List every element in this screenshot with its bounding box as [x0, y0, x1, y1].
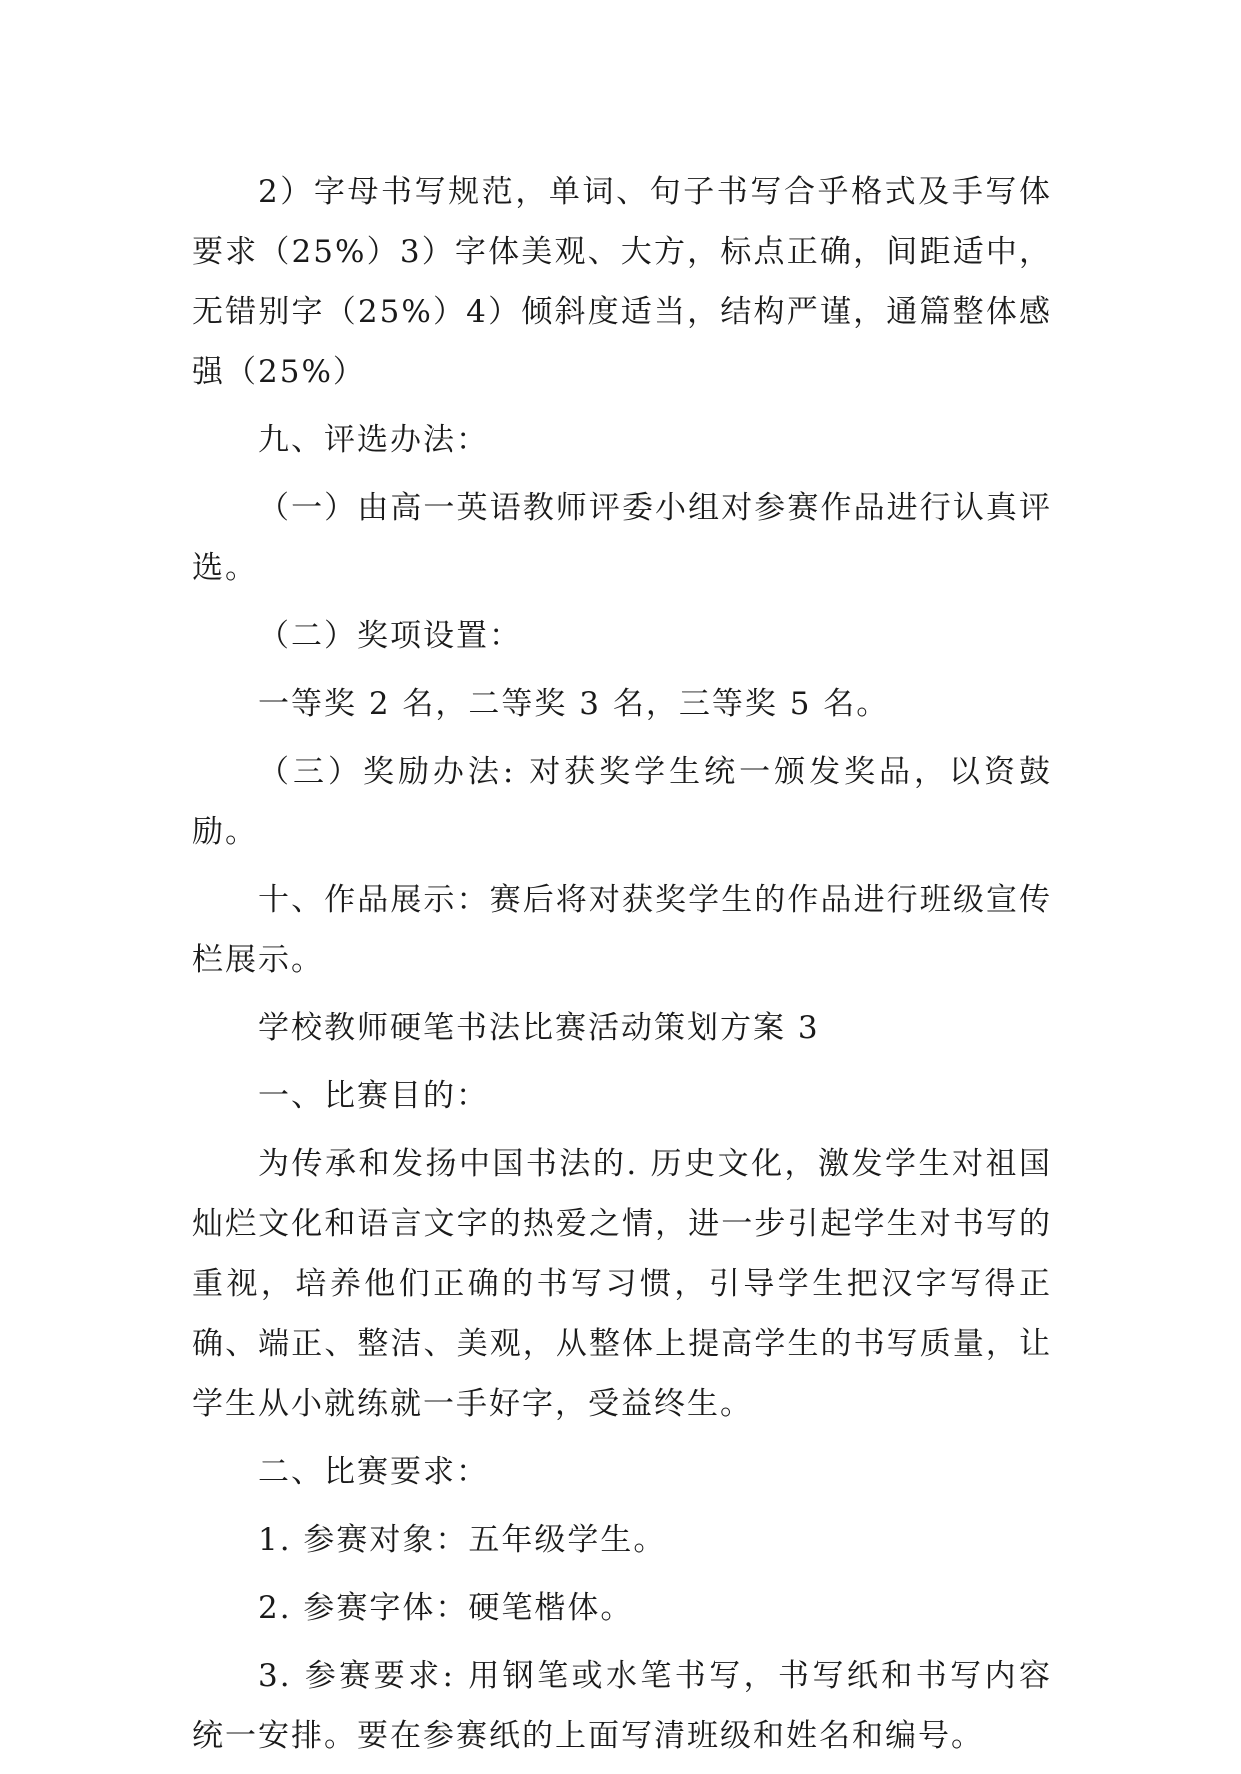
paragraph-purpose: 为传承和发扬中国书法的. 历史文化，激发学生对祖国灿烂文化和语言文字的热爱之情，进一步引起学生对书写的重视，培养他们正确的书写习惯，引导学生把汉字写得正确、端正、整洁、美观，从整体上提高学生的书写质量，让学生从小就练就一手好字，受益终生。 [192, 1146, 1052, 1422]
paragraph-judging: （一）由高一英语教师评委小组对参赛作品进行认真评选。 [192, 490, 1052, 586]
paragraph-font: 2. 参赛字体：硬笔楷体。 [258, 1590, 634, 1626]
paragraph-criteria: 2）字母书写规范，单词、句子书写合乎格式及手写体要求（25%）3）字体美观、大方，标点正确，间距适中，无错别字（25%）4）倾斜度适当，结构严谨，通篇整体感强（25%） [192, 174, 1052, 390]
heading-selection-method: 九、评选办法： [258, 422, 489, 458]
paragraph-award-counts: 一等奖 2 名，二等奖 3 名，三等奖 5 名。 [258, 686, 890, 722]
paragraph-entry-requirements: 3. 参赛要求: 用钢笔或水笔书写，书写纸和书写内容统一安排。要在参赛纸的上面写清班级和姓名和编号。 [192, 1658, 1052, 1754]
section-title: 学校教师硬笔书法比赛活动策划方案 3 [258, 1010, 820, 1046]
heading-awards: （二）奖项设置： [258, 618, 522, 654]
heading-requirements: 二、比赛要求： [258, 1454, 489, 1490]
heading-purpose: 一、比赛目的： [258, 1078, 489, 1114]
paragraph-participants: 1. 参赛对象：五年级学生。 [258, 1522, 667, 1558]
paragraph-exhibition: 十、作品展示：赛后将对获奖学生的作品进行班级宣传栏展示。 [192, 882, 1052, 978]
paragraph-reward-method: （三）奖励办法: 对获奖学生统一颁发奖品，以资鼓励。 [192, 754, 1052, 850]
document-body [192, 162, 1052, 1774]
